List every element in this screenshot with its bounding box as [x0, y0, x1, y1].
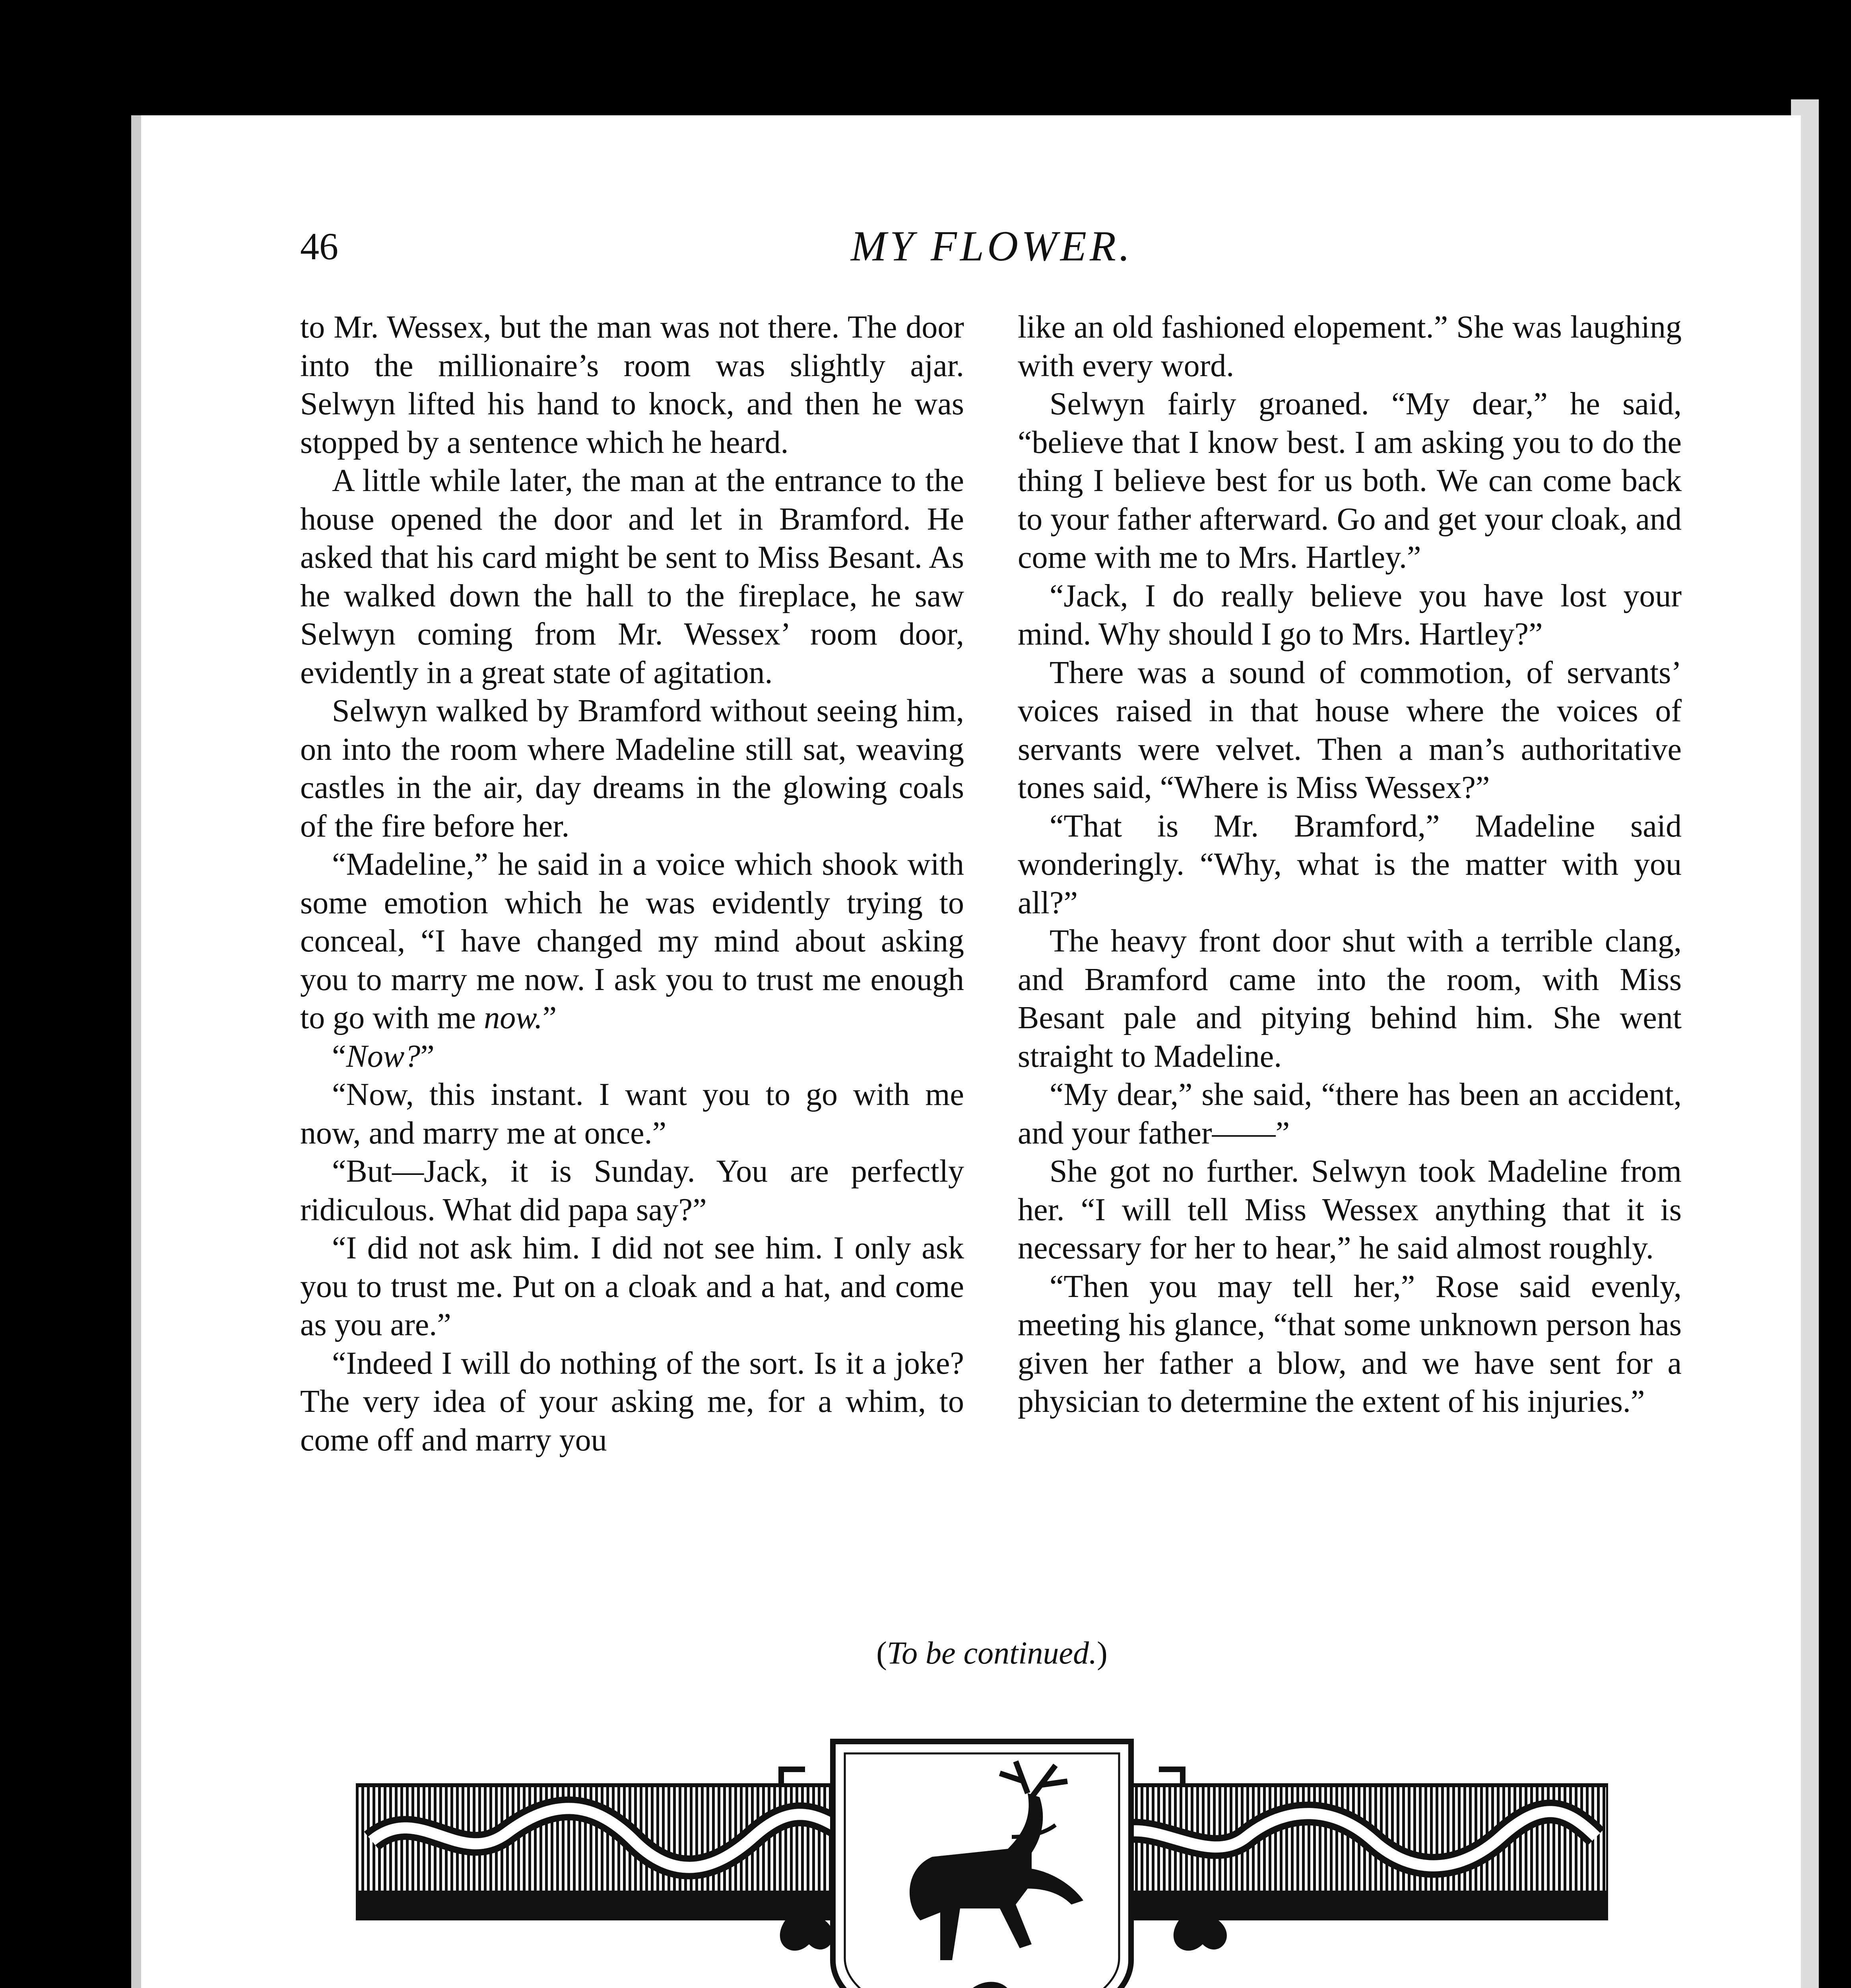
continued-text: To be continued. [887, 1636, 1097, 1671]
emphasis-text: Now? [346, 1039, 421, 1074]
running-title: MY FLOWER. [851, 223, 1133, 270]
paragraph-text: “Madeline,” he said in a voice which shook with some emotion which he was evidently trying to conceal, “I have changed my mind about asking you to marry me now. I ask you to trust me enough to go with me [300, 847, 964, 1035]
paragraph: “But—Jack, it is Sunday. You are perfectly ridiculous. What did papa say?” [300, 1154, 964, 1227]
paragraph: The heavy front door shut with a terrible clang, and Bramford came into the room, with Miss Besant pale and pitying behind him. She went straight to Madeline. [1018, 924, 1682, 1074]
paragraph: “That is Mr. Bramford,” Madeline said wonderingly. “Why, what is the matter with you all?” [1018, 808, 1682, 920]
text-column-left [300, 308, 964, 1459]
paragraph: Selwyn fairly groaned. “My dear,” he said, “believe that I know best. I am asking you to do the thing I believe best for us both. We can come back to your father afterward. Go and get your cloak, and come with me to Mrs. Hartley.” [1018, 386, 1682, 575]
closing-quote: ” [542, 1000, 557, 1035]
to-be-continued [300, 1634, 1684, 1672]
paragraph: “Indeed I will do nothing of the sort. Is it a joke? The very idea of your asking me, for a whim, to come off and marry you [300, 1345, 964, 1458]
paragraph: “I did not ask him. I did not see him. I only ask you to trust me. Put on a cloak and a hat, and come as you are.” [300, 1231, 964, 1342]
paren-open: ( [876, 1636, 887, 1671]
paragraph: A little while later, the man at the entrance to the house opened the door and let in Bramford. He asked that his card might be sent to Miss Besant. As he walked down the hall to the fireplace, he saw Selwyn coming from Mr. Wessex’ room door, evidently in a great state of agitation. [300, 463, 964, 690]
page-header [300, 221, 1684, 272]
closing-quote: ” [420, 1039, 435, 1074]
emphasis-text: now. [484, 1000, 543, 1035]
paren-close: ) [1097, 1636, 1108, 1671]
paragraph: “Now, this instant. I want you to go with me now, and marry me at once.” [300, 1077, 964, 1151]
page-number: 46 [300, 225, 338, 268]
paragraph: “My dear,” she said, “there has been an accident, and your father——” [1018, 1077, 1682, 1151]
paragraph [300, 1037, 964, 1076]
paragraph: “Then you may tell her,” Rose said evenly, meeting his glance, “that some unknown person has given her father a blow, and we have sent for a physician to determine the extent of his injuries.” [1018, 1269, 1682, 1419]
page-edge-left [131, 115, 141, 1988]
paragraph: There was a sound of commotion, of servants’ voices raised in that house where the voices of servants were velvet. Then a man’s authoritative tones said, “Where is Miss Wessex?” [1018, 655, 1682, 805]
opening-quote: “ [332, 1039, 346, 1074]
paragraph: Selwyn walked by Bramford without seeing him, on into the room where Madeline still sat, weaving castles in the air, day dreams in the glowing coals of the fire before her. [300, 693, 964, 844]
paragraph [300, 845, 964, 1037]
stag-shield-ornament-icon [356, 1738, 1608, 1988]
paragraph: to Mr. Wessex, but the man was not there. The door into the millionaire’s room was slightly ajar. Selwyn lifted his hand to knock, and then he was stopped by a sentence which he heard. [300, 310, 964, 460]
paragraph: like an old fashioned elopement.” She was laughing with every word. [1018, 310, 1682, 383]
text-column-right [1018, 308, 1682, 1421]
paragraph: She got no further. Selwyn took Madeline from her. “I will tell Miss Wessex anything that it is necessary for her to hear,” he said almost roughly. [1018, 1154, 1682, 1266]
paragraph: “Jack, I do really believe you have lost your mind. Why should I go to Mrs. Hartley?” [1018, 578, 1682, 652]
